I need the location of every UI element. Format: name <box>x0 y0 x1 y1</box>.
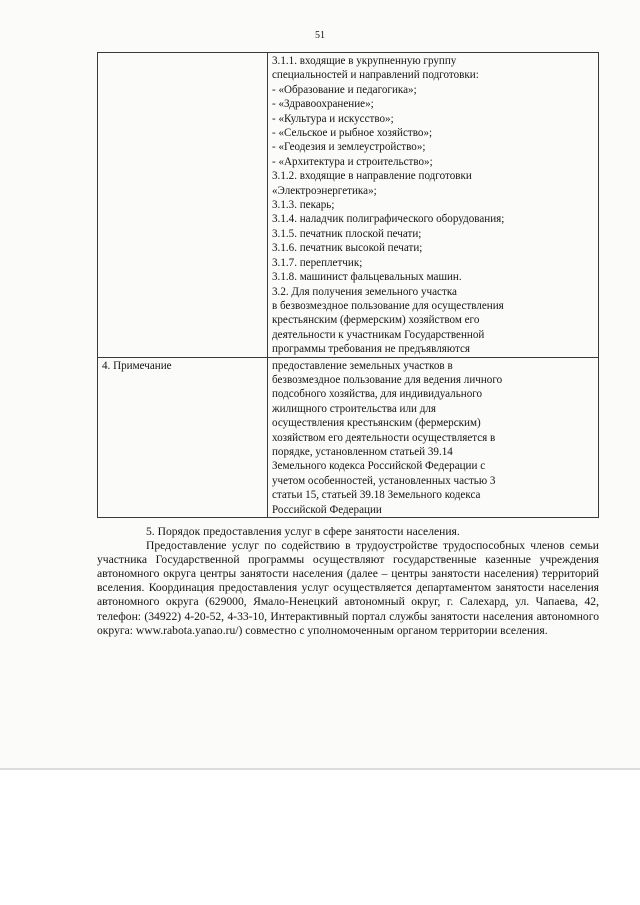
table-line: осуществления крестьянским (фермерским) <box>272 417 481 430</box>
table-line: - «Геодезия и землеустройство»; <box>272 141 426 154</box>
section-paragraph: Предоставление услуг по содействию в трудоустройстве трудоспособных членов семьи участника Государственной программы осуществляют государственные казенные учреждения автономного округа центры занятости населения (далее – центры занятости населения) территорий вселения. Координация предоставления услуг осуществляется департаментом занятости населения автономного округа (629000, Ямало-Ненецкий автономный округ, г. Салехард, ул. Чапаева, 42, телефон: (34922) 4-20-52, 4-33-10, Интерактивный портал службы занятости населения автономного округа: www.rabota.yanao.ru/) совместно с уполномоченным органом территории вселения. <box>97 539 599 637</box>
table-line: - «Сельское и рыбное хозяйство»; <box>272 127 433 140</box>
table-line: учетом особенностей, установленных частью 3 <box>272 474 496 487</box>
table-cell-label <box>98 53 268 358</box>
table-line: Российской Федерации <box>272 503 382 516</box>
table-cell-content <box>268 357 599 517</box>
table-line: 3.1.3. пекарь; <box>272 199 335 212</box>
table-line: порядке, установленном статьей 39.14 <box>272 445 453 458</box>
table-line: крестьянским (фермерским) хозяйством его <box>272 314 480 327</box>
table-line: 3.1.1. входящие в укрупненную группу <box>272 55 457 67</box>
section-heading: 5. Порядок предоставления услуг в сфере занятости населения. <box>146 525 460 538</box>
table-line: безвозмездное пользование для ведения личного <box>272 373 503 386</box>
table-line: Земельного кодекса Российской Федерации с <box>272 460 486 473</box>
table-line: 3.1.4. наладчик полиграфического оборудования; <box>272 213 505 226</box>
table-line: 3.1.7. переплетчик; <box>272 256 363 269</box>
table-line: 3.2. Для получения земельного участка <box>272 285 457 298</box>
table-line: - «Образование и педагогика»; <box>272 83 417 96</box>
page-number: 51 <box>315 30 325 41</box>
table-row <box>98 53 599 358</box>
section-5 <box>97 525 599 638</box>
table-line: 3.1.2. входящие в направление подготовки <box>272 170 472 183</box>
table-line: специальностей и направлений подготовки: <box>272 69 479 82</box>
table-row <box>98 357 599 517</box>
table-line: жилищного строительства или для <box>272 402 437 415</box>
table-line: статьи 15, статьей 39.18 Земельного кодекса <box>272 489 481 502</box>
table-line: хозяйством его деятельности осуществляется в <box>272 431 496 444</box>
scan-bottom-edge <box>0 768 640 770</box>
table-line: в безвозмездное пользование для осуществления <box>272 299 504 312</box>
table-cell-label: 4. Примечание <box>98 357 268 517</box>
table-line: - «Здравоохранение»; <box>272 98 374 111</box>
table-line: 3.1.8. машинист фальцевальных машин. <box>272 271 462 284</box>
table-line: деятельности к участникам Государственной <box>272 328 485 341</box>
table-line: программы требования не предъявляются <box>272 343 470 356</box>
requirements-table <box>97 52 599 518</box>
table-cell-content <box>268 53 599 358</box>
table-line: 3.1.5. печатник плоской печати; <box>272 227 422 240</box>
table-line: 3.1.6. печатник высокой печати; <box>272 242 423 255</box>
table-line: «Электроэнергетика»; <box>272 184 377 197</box>
table-line: - «Архитектура и строительство»; <box>272 155 433 168</box>
table-line: - «Культура и искусство»; <box>272 112 394 125</box>
table-line: предоставление земельных участков в <box>272 359 453 372</box>
table-line: подсобного хозяйства, для индивидуального <box>272 388 483 401</box>
